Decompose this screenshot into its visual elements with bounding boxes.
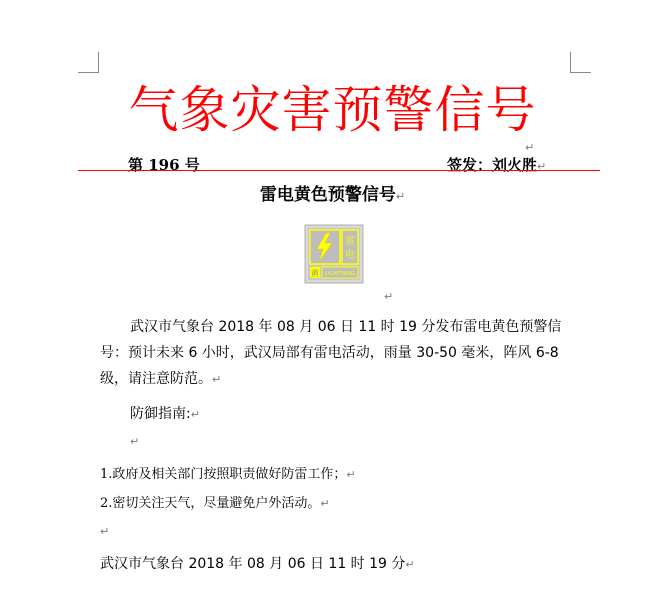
title-text: 气象灾害预警信号 — [128, 81, 537, 139]
signal-text-cn-bottom: 电 — [345, 250, 355, 261]
body-paragraph — [100, 314, 570, 393]
page-corner-top-right — [570, 52, 591, 73]
paragraph-mark: ↵ — [100, 525, 110, 538]
paragraph-mark: ↵ — [395, 190, 406, 203]
page-corner-top-left — [78, 52, 99, 73]
footer-text: 武汉市气象台 2018 年 08 月 06 日 11 时 19 分 — [100, 556, 406, 572]
document-title — [0, 80, 665, 154]
paragraph-mark: ↵ — [190, 408, 200, 421]
guide-item — [100, 492, 330, 511]
issue-row — [0, 150, 665, 172]
warning-subtitle — [0, 180, 665, 205]
guide-item-text: 2.密切关注天气，尽量避免户外活动。 — [100, 496, 321, 511]
guide-item-text: 1.政府及相关部门按照职责做好防雷工作； — [100, 467, 347, 482]
lightning-yellow-warning-icon — [304, 224, 364, 284]
body-text: 武汉市气象台 2018 年 08 月 06 日 11 时 19 分发布雷电黄色预警信号：预计未来 6 小时，武汉局部有雷电活动，雨量 30-50 毫米，阵风 6-8 级，请注意防范。 — [100, 319, 562, 387]
guide-item — [100, 463, 356, 482]
signal-level: 黄 — [311, 269, 319, 278]
red-divider-line — [78, 170, 600, 171]
paragraph-mark: ↵ — [405, 558, 415, 571]
signer — [447, 154, 546, 175]
guide-heading-text: 防御指南: — [130, 406, 191, 422]
signal-text-en: LIGHTNING — [324, 271, 356, 277]
paragraph-mark: ↵ — [320, 497, 330, 510]
paragraph-mark: ↵ — [384, 290, 394, 303]
paragraph-mark: ↵ — [537, 160, 547, 173]
subtitle-text: 雷电黄色预警信号 — [259, 185, 396, 205]
signal-text-cn-top: 雷 — [345, 236, 355, 247]
warning-signal-graphic — [304, 224, 364, 284]
paragraph-mark: ↵ — [346, 468, 356, 481]
paragraph-mark: ↵ — [525, 141, 536, 154]
paragraph-mark: ↵ — [212, 373, 222, 386]
guide-heading — [130, 401, 200, 428]
paragraph-mark: ↵ — [130, 435, 140, 448]
signer-text: 签发：刘火胜 — [447, 156, 538, 174]
issue-number: 第 196 号 — [128, 156, 200, 174]
footer-signature — [100, 553, 415, 573]
